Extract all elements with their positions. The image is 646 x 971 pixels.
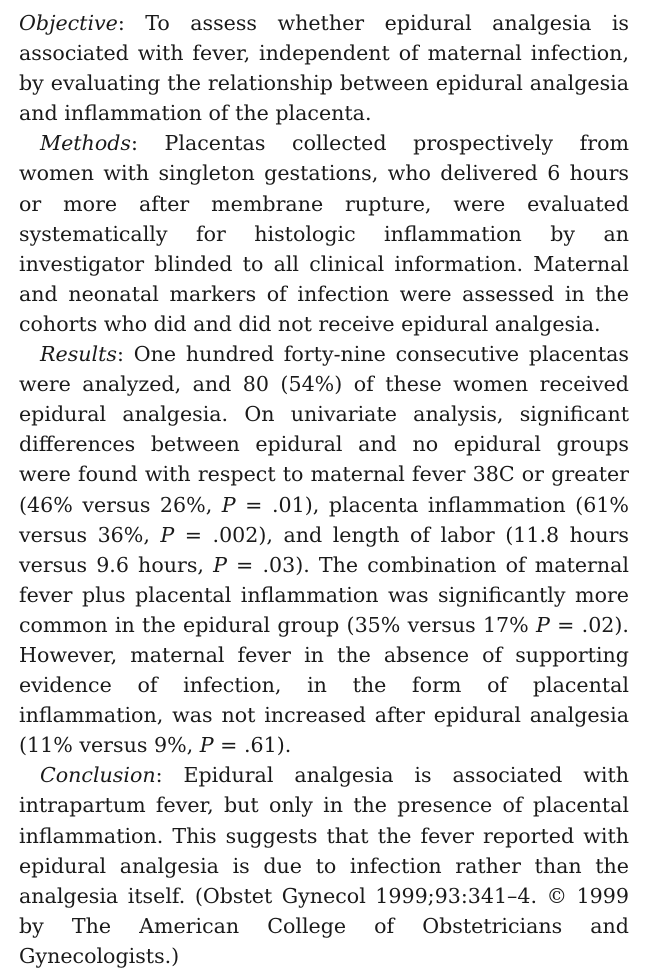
p-value-symbol: P [213, 552, 227, 577]
conclusion-text: : Epidural analgesia is associated with intrapartum fever, but only in the presence of placental inflammation. This suggests that the fever reported with epidural analgesia is due to infection rather than the analgesia itself. (Obstet Gynecol 1999;93:341–4. © 1999 by The American College of Obstetricians and Gynecologists.) [19, 763, 629, 968]
objective-text: : To assess whether epidural analgesia is associated with fever, independent of maternal infection, by evaluating the relationship between epidural analgesia and inflammation of the placenta. [19, 11, 629, 126]
methods-text: : Placentas collected prospectively from women with singleton gestations, who delivered 6 hours or more after membrane rupture, were evaluated systematically for histologic inflammation by an investigator blinded to all clinical information. Maternal and neonatal markers of infection were assessed in the cohorts who did and did not receive epidural analgesia. [19, 131, 629, 336]
results-text-5: = .02). However, maternal fever in the absence of supporting evidence of infection, in the form of placental inflammation, was not increased after epidural analgesia (11% versus 9%, [19, 612, 629, 758]
abstract-body [19, 8, 629, 971]
results-text-3: = .002), and length of labor (11.8 hours versus 9.6 hours, [19, 522, 630, 577]
objective-heading: Objective [19, 11, 118, 35]
results-paragraph [19, 339, 629, 760]
results-heading: Results [40, 342, 117, 367]
objective-paragraph [19, 8, 629, 128]
conclusion-heading: Conclusion [40, 763, 156, 788]
p-value-symbol: P [199, 733, 214, 758]
conclusion-paragraph [19, 760, 629, 971]
p-value-symbol: P [221, 492, 236, 517]
p-value-symbol: P [160, 522, 175, 547]
p-value-symbol: P [536, 612, 550, 637]
methods-heading: Methods [40, 131, 131, 156]
results-text-4: = .03). The combination of maternal fever plus placental inflammation was significantly more common in the epidural group (35% versus 17% [19, 552, 630, 637]
results-text-2: = .01), placenta inflammation (61% versus 36%, [19, 492, 629, 547]
results-text-1: : One hundred forty-nine consecutive placentas were analyzed, and 80 (54%) of these women received epidural analgesia. On univariate analysis, significant differences between epidural and no epidural groups were found with respect to maternal fever 38C or greater (46% versus 26%, [19, 342, 629, 517]
results-text-6: = .61). [213, 733, 292, 758]
methods-paragraph [19, 128, 629, 339]
